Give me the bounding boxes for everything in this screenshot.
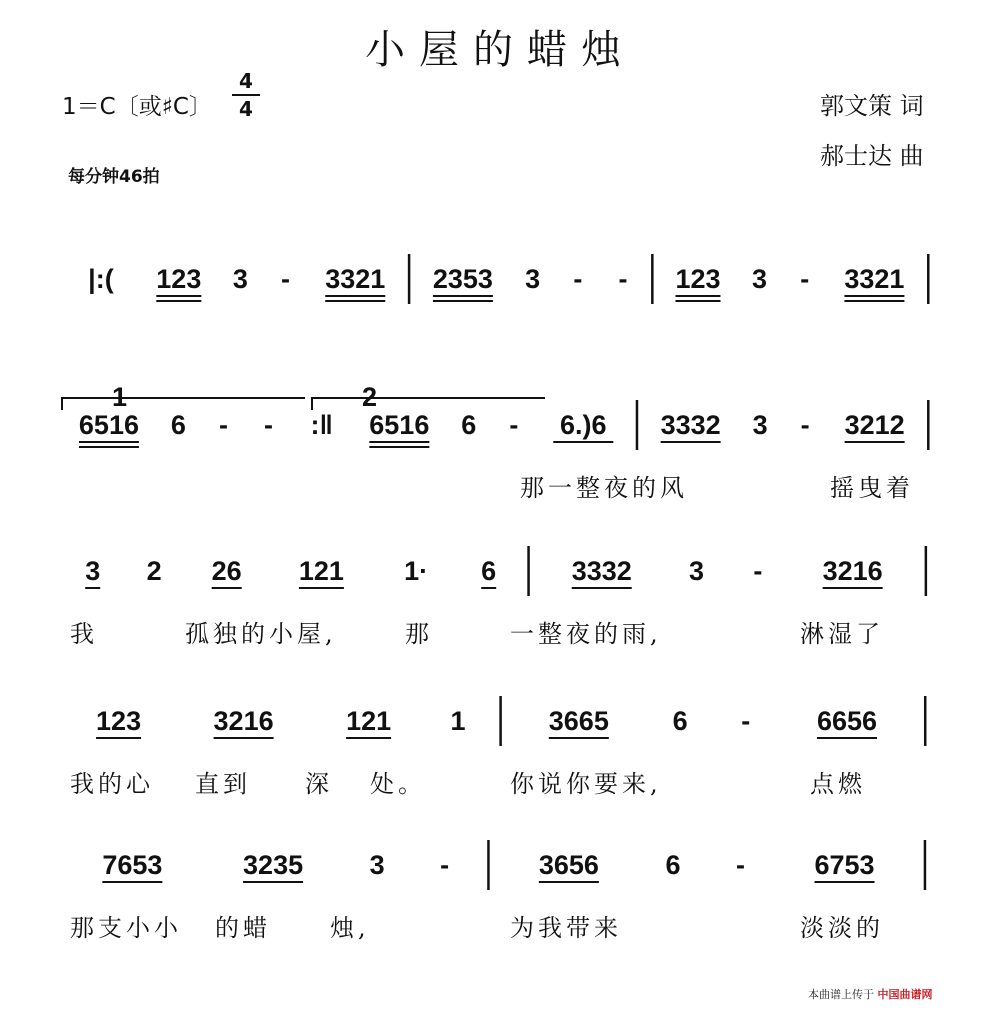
note-group: 3332 xyxy=(660,410,721,440)
note-group: 121 xyxy=(298,556,344,586)
ending-label: 2 xyxy=(362,382,378,412)
lyric-row xyxy=(0,908,1000,942)
note-group: 123 xyxy=(156,264,202,294)
notation-line xyxy=(0,678,1000,798)
note-group: |:( xyxy=(88,264,114,294)
note-group: 3332 xyxy=(571,556,632,586)
time-signature xyxy=(232,68,260,122)
note-group: 3 xyxy=(752,410,768,440)
note-group: - xyxy=(800,264,810,294)
ending-bracket xyxy=(62,398,305,410)
note-group: 3665 xyxy=(548,706,609,736)
note-group: 3216 xyxy=(213,706,274,736)
note-group: 3212 xyxy=(844,410,905,440)
note-group: 3 xyxy=(525,264,541,294)
lyric-row xyxy=(0,614,1000,648)
notation-line xyxy=(0,382,1000,502)
song-title: 小屋的蜡烛 xyxy=(365,27,635,73)
site-logo: 中国曲谱网 xyxy=(877,988,933,1001)
time-signature-denominator: 4 xyxy=(239,97,253,121)
lyric: 我 xyxy=(70,620,98,648)
note-group: 6 xyxy=(672,706,688,736)
lyric: 摇曳着 xyxy=(830,474,914,502)
notation-staff xyxy=(0,528,1000,608)
lyric: 为我带来 xyxy=(510,914,622,942)
lyric: 孤独的小屋, xyxy=(185,620,337,648)
note-group: 7653 xyxy=(102,850,163,880)
note-group: :‖ xyxy=(310,410,333,440)
note-group: - xyxy=(281,264,291,294)
note-group: 2 xyxy=(146,556,162,586)
ending-bracket xyxy=(312,398,545,410)
note-group: - xyxy=(618,264,628,294)
note-group: 123 xyxy=(675,264,721,294)
note-group: - xyxy=(573,264,583,294)
lyric: 的蜡 xyxy=(215,914,271,942)
lyric: 那 xyxy=(405,620,433,648)
notation-line xyxy=(0,528,1000,648)
footer-credit xyxy=(808,986,933,1002)
ending-label: 1 xyxy=(112,382,128,412)
lyric: 点燃 xyxy=(810,770,866,798)
note-group: 6 xyxy=(665,850,681,880)
lyric: 那一整夜的风 xyxy=(520,474,688,502)
lyricist-credit: 郭文策 词 xyxy=(820,92,924,120)
note-group: - xyxy=(753,556,763,586)
lyric: 我的心 xyxy=(70,770,154,798)
notation-staff xyxy=(0,382,1000,462)
note-group: 6.)6 xyxy=(560,410,607,440)
lyric: 淡淡的 xyxy=(800,914,884,942)
lyric: 你说你要来, xyxy=(510,770,662,798)
lyric: 烛, xyxy=(330,914,370,942)
note-group: 6516 xyxy=(369,410,430,440)
note-group: 1 xyxy=(450,706,466,736)
notation-line xyxy=(0,822,1000,942)
note-group: 3 xyxy=(369,850,385,880)
lyric: 直到 xyxy=(195,770,251,798)
note-group: 6 xyxy=(481,556,497,586)
note-group: 3 xyxy=(232,264,248,294)
note-group: 6753 xyxy=(814,850,875,880)
note-group: 6516 xyxy=(78,410,139,440)
note-group: 26 xyxy=(211,556,242,586)
note-group: 6 xyxy=(461,410,477,440)
note-group: 1· xyxy=(404,556,429,586)
lyric: 那支小小 xyxy=(70,914,182,942)
lyric-row xyxy=(0,764,1000,798)
note-group: - xyxy=(800,410,810,440)
lyric: 一整夜的雨, xyxy=(510,620,662,648)
note-group: 2353 xyxy=(432,264,493,294)
footer-prefix: 本曲谱上传于 xyxy=(808,988,874,1001)
note-group: - xyxy=(741,706,751,736)
note-group: 123 xyxy=(96,706,142,736)
note-group: 3235 xyxy=(243,850,304,880)
note-group: 3216 xyxy=(822,556,883,586)
notation-staff xyxy=(0,822,1000,902)
note-group: 3 xyxy=(85,556,101,586)
note-group: 6 xyxy=(170,410,186,440)
notation-staff xyxy=(0,678,1000,758)
note-group: 121 xyxy=(346,706,392,736)
key-signature: 1＝C〔或♯C〕 xyxy=(62,94,212,120)
notation-staff xyxy=(0,236,1000,316)
note-group: 3656 xyxy=(538,850,599,880)
time-signature-numerator: 4 xyxy=(232,68,260,96)
notation-line xyxy=(0,236,1000,356)
note-group: - xyxy=(440,850,450,880)
note-group: - xyxy=(735,850,745,880)
note-group: - xyxy=(509,410,519,440)
lyric: 深 xyxy=(305,770,333,798)
note-group: 3 xyxy=(688,556,705,586)
composer-credit: 郝士达 曲 xyxy=(820,142,924,170)
lyric-row xyxy=(0,468,1000,502)
lyric: 处。 xyxy=(370,770,426,798)
note-group: 3321 xyxy=(325,264,386,294)
note-group: - xyxy=(218,410,228,440)
tempo-marking: 每分钟46拍 xyxy=(68,167,160,187)
note-group: 3321 xyxy=(844,264,905,294)
lyric: 淋湿了 xyxy=(800,620,884,648)
note-group: 6656 xyxy=(816,706,878,736)
note-group: 3 xyxy=(752,264,768,294)
note-group: - xyxy=(264,410,274,440)
